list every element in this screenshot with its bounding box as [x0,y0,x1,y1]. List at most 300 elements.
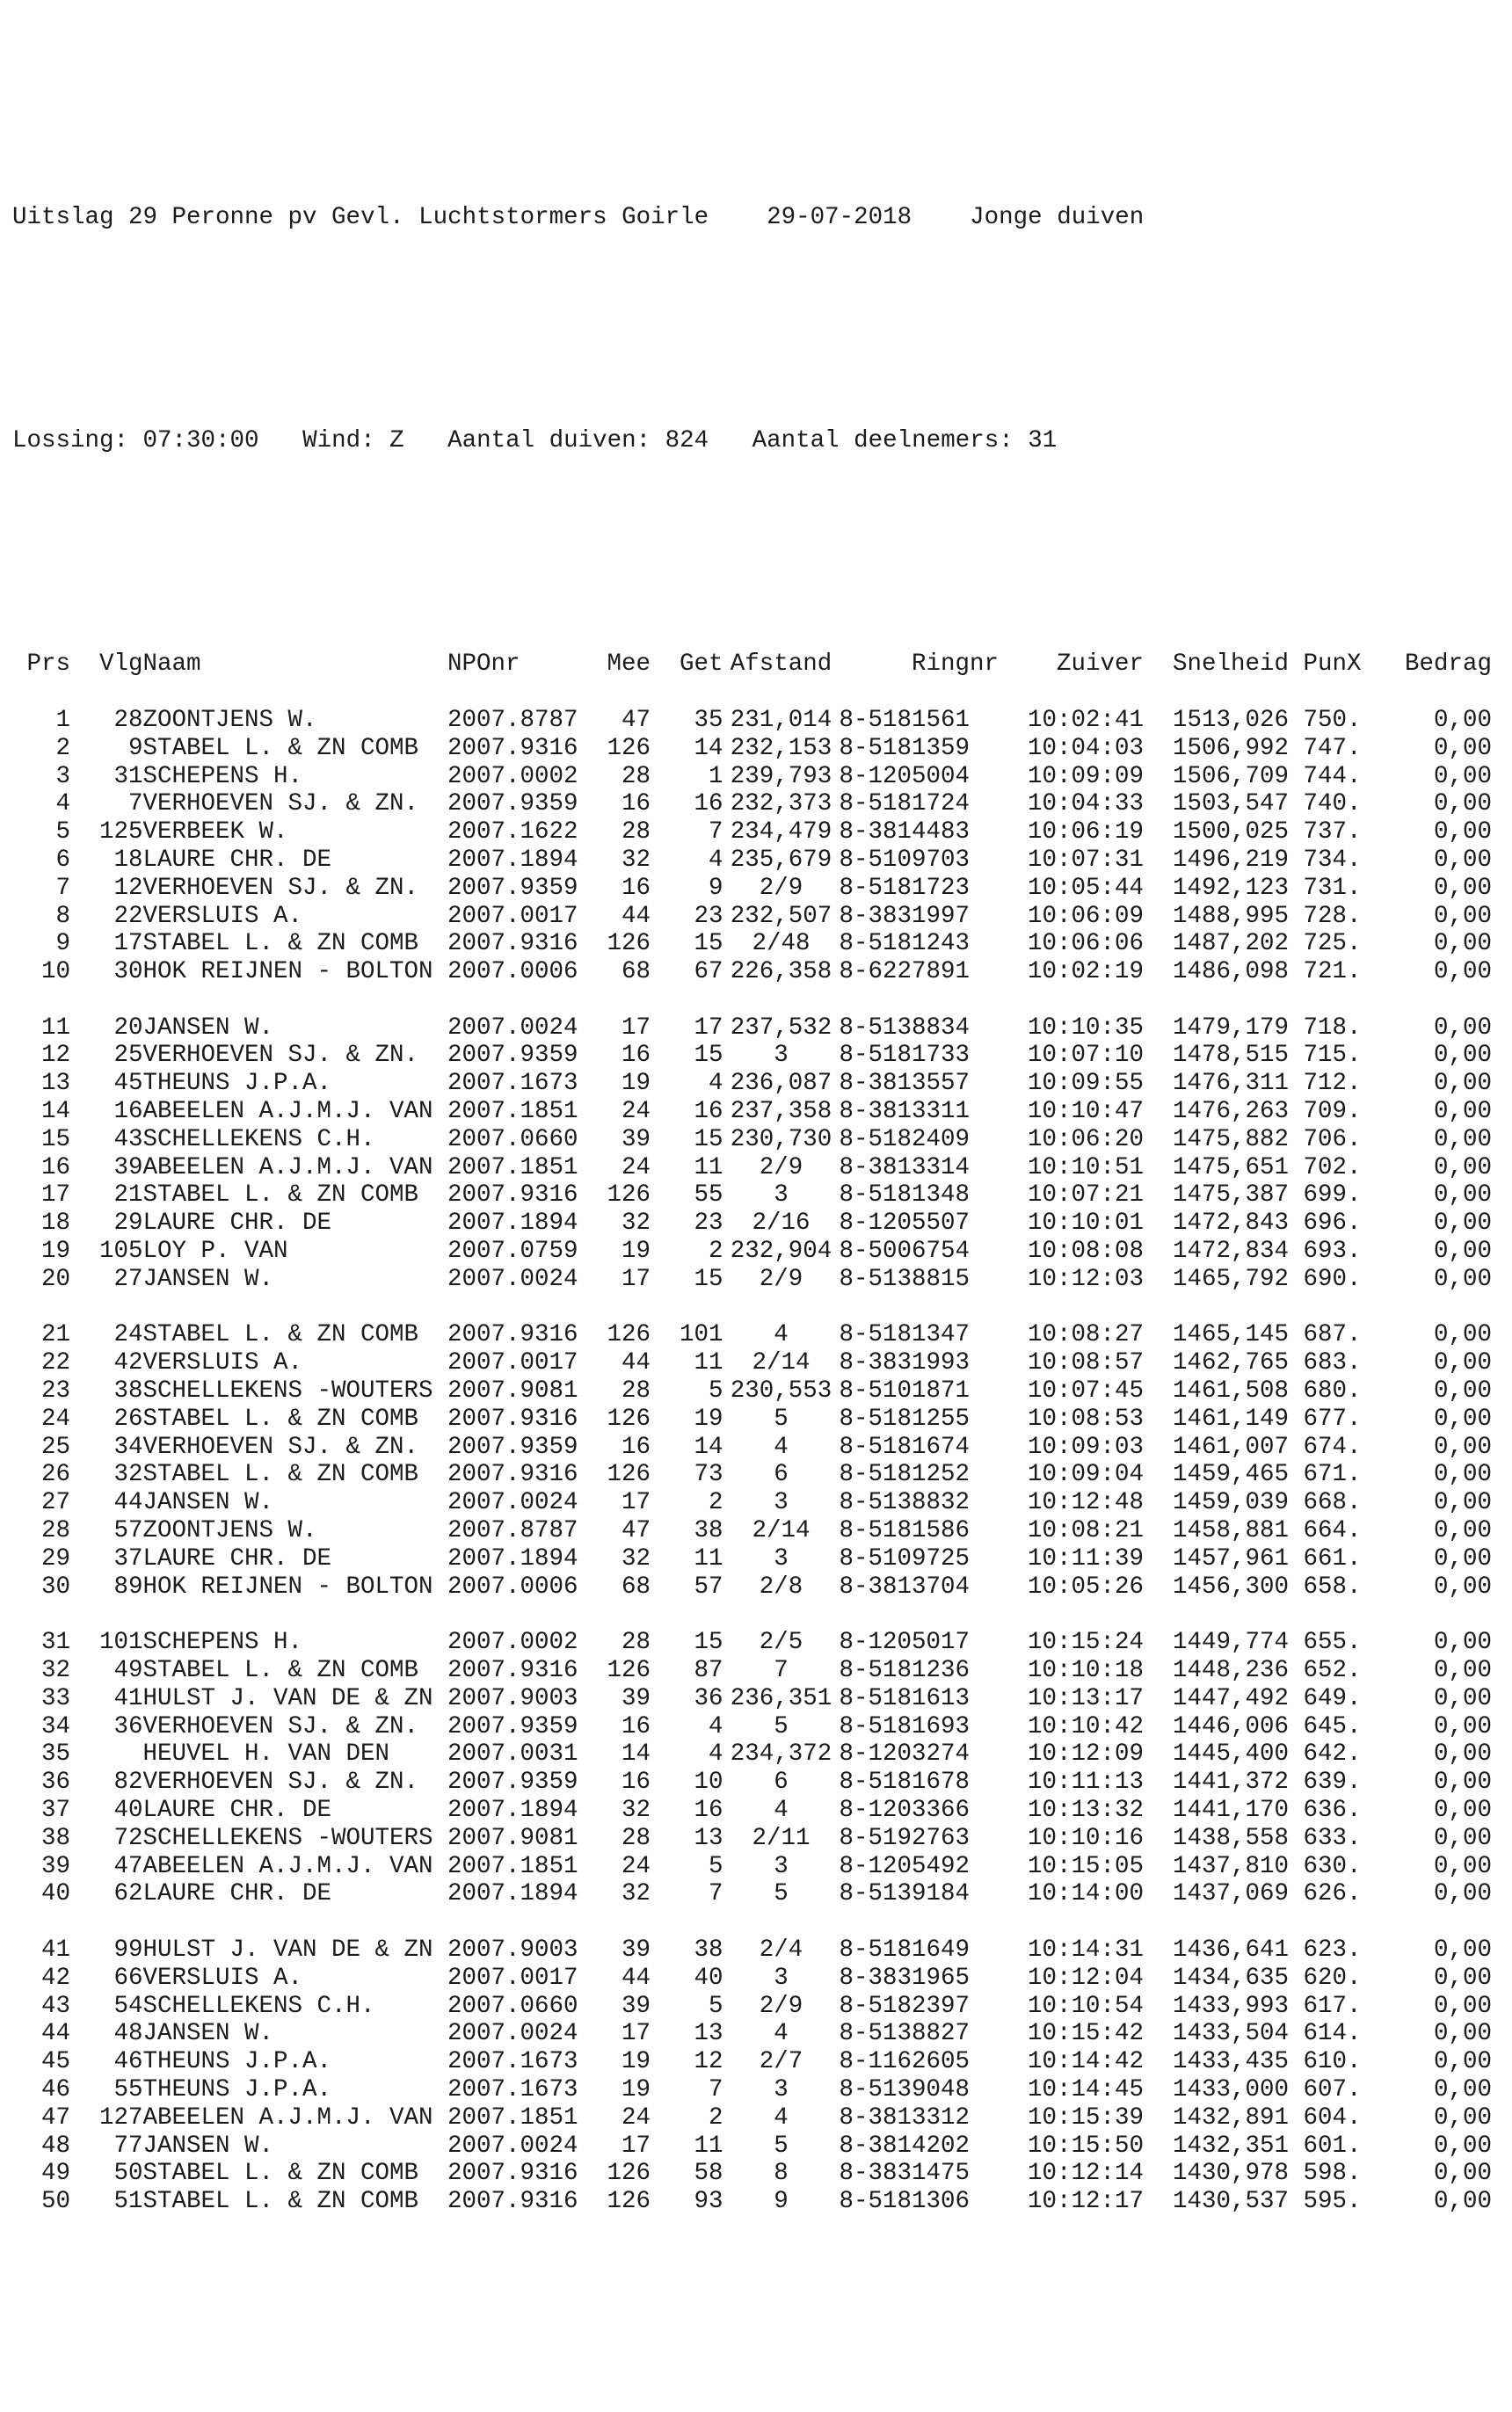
cell-pun: 601 [1303,2132,1347,2160]
cell-afstand: 2/9 [759,1153,803,1181]
cell-zuiver: 10:10:54 [1027,1992,1144,2020]
cell-get: 16 [694,1098,723,1126]
cell-get: 23 [694,902,723,930]
cell-snelheid: 1506,992 [1172,734,1289,762]
cell-afstand: 4 [774,1321,789,1349]
cell-afstand: 236,087 [730,1070,832,1098]
cell-ringnr: 8-5139184 [839,1880,970,1908]
aantal-deelnemers-label: Aantal deelnemers: [752,426,1014,454]
cell-pun: 626 [1303,1880,1347,1908]
blank-line [12,539,1512,567]
cell-nponr: 2007.1851 [447,2103,578,2132]
column-header-afstand: Afstand [730,650,832,679]
table-row [12,1685,1492,1713]
cell-afstand: 8 [774,2160,789,2188]
cell-mee: 39 [621,1992,651,2020]
cell-bedrag: 0,00 [1433,1657,1492,1685]
cell-get: 67 [694,958,723,986]
cell-vlg: 20 [113,1013,143,1042]
cell-ringnr: 8-5101871 [839,1377,970,1406]
cell-snelheid: 1475,882 [1172,1125,1289,1153]
cell-bedrag: 0,00 [1433,706,1492,734]
cell-x: . [1347,1769,1362,1797]
cell-x: . [1347,1042,1362,1070]
cell-x: . [1347,1489,1362,1517]
cell-bedrag: 0,00 [1433,762,1492,790]
cell-prs: 50 [40,2188,70,2216]
cell-vlg: 51 [113,2188,143,2216]
cell-nponr: 2007.1894 [447,1880,578,1908]
cell-zuiver: 10:15:50 [1027,2132,1144,2160]
cell-get: 93 [694,2188,723,2216]
cell-ringnr: 8-1205507 [839,1210,970,1238]
cell-zuiver: 10:12:17 [1027,2188,1144,2216]
cell-naam: LAURE CHR. DE [142,846,332,874]
cell-x: . [1347,2075,1362,2103]
cell-nponr: 2007.0031 [447,1740,578,1769]
cell-bedrag: 0,00 [1433,1125,1492,1153]
cell-naam: ABEELEN A.J.M.J. VAN [142,1852,433,1880]
cell-ringnr: 8-3813704 [839,1573,970,1601]
cell-afstand: 3 [774,1852,789,1880]
cell-get: 57 [694,1573,723,1601]
cell-prs: 22 [40,1349,70,1377]
aantal-duiven-value: 824 [665,426,709,454]
cell-nponr: 2007.1894 [447,1797,578,1824]
table-row [12,1936,1492,1965]
cell-snelheid: 1459,465 [1172,1461,1289,1489]
cell-mee: 32 [621,1544,651,1573]
cell-get: 15 [694,1125,723,1153]
cell-naam: HEUVEL H. VAN DEN [142,1740,390,1769]
cell-snelheid: 1486,098 [1172,958,1289,986]
cell-naam: VERSLUIS A. [142,1964,303,1992]
cell-pun: 740 [1303,790,1347,818]
cell-prs: 28 [40,1517,70,1545]
cell-x: . [1347,2103,1362,2132]
cell-get: 2 [708,2103,723,2132]
cell-prs: 26 [40,1461,70,1489]
table-row [12,1880,1492,1908]
cell-naam: LAURE CHR. DE [142,1797,332,1824]
table-row [12,1825,1492,1853]
cell-mee: 28 [621,818,651,846]
cell-snelheid: 1432,891 [1172,2103,1289,2132]
cell-prs: 15 [40,1125,70,1153]
cell-zuiver: 10:12:03 [1027,1265,1144,1293]
lossing-label: Lossing: [12,426,129,454]
cell-vlg: 48 [113,2020,143,2048]
cell-prs: 49 [40,2160,70,2188]
cell-naam: STABEL L. & ZN COMB [142,1321,419,1349]
cell-ringnr: 8-5181252 [839,1461,970,1489]
cell-pun: 620 [1303,1964,1347,1992]
cell-ringnr: 8-3814202 [839,2132,970,2160]
cell-x: . [1347,1684,1362,1712]
cell-afstand: 5 [774,1880,789,1908]
cell-naam: LAURE CHR. DE [142,1210,332,1238]
cell-pun: 731 [1303,874,1347,902]
table-row [12,763,1492,791]
cell-zuiver: 10:15:24 [1027,1629,1144,1657]
cell-prs: 18 [40,1210,70,1238]
cell-nponr: 2007.1894 [447,1210,578,1238]
cell-pun: 607 [1303,2075,1347,2103]
table-row [12,2132,1492,2161]
cell-x: . [1347,1153,1362,1181]
cell-ringnr: 8-5182397 [839,1992,970,2020]
cell-snelheid: 1461,508 [1172,1377,1289,1406]
cell-nponr: 2007.0759 [447,1238,578,1266]
cell-mee: 17 [621,2132,651,2160]
cell-ringnr: 8-5138815 [839,1265,970,1293]
cell-ringnr: 8-3831997 [839,902,970,930]
cell-bedrag: 0,00 [1433,1629,1492,1657]
cell-afstand: 3 [774,1544,789,1573]
column-header-snelheid: Snelheid [1172,650,1289,679]
table-row [12,1154,1492,1182]
cell-vlg: 47 [113,1852,143,1880]
cell-bedrag: 0,00 [1433,1489,1492,1517]
cell-nponr: 2007.1622 [447,818,578,846]
cell-mee: 28 [621,1824,651,1852]
cell-nponr: 2007.0002 [447,762,578,790]
cell-nponr: 2007.0024 [447,2132,578,2160]
cell-x: . [1347,1125,1362,1153]
cell-snelheid: 1430,537 [1172,2188,1289,2216]
table-row [12,903,1492,931]
cell-bedrag: 0,00 [1433,1684,1492,1712]
cell-x: . [1347,1740,1362,1769]
table-row [12,1461,1492,1489]
results-table-body [12,679,1492,2216]
cell-mee: 44 [621,902,651,930]
cell-snelheid: 1448,236 [1172,1657,1289,1685]
cell-ringnr: 8-5138832 [839,1489,970,1517]
cell-prs: 37 [40,1797,70,1824]
cell-afstand: 5 [774,1712,789,1740]
cell-mee: 16 [621,1042,651,1070]
cell-mee: 68 [621,1573,651,1601]
aantal-duiven-label: Aantal duiven: [447,426,651,454]
cell-snelheid: 1456,300 [1172,1573,1289,1601]
cell-prs: 5 [55,818,70,846]
cell-zuiver: 10:09:55 [1027,1070,1144,1098]
cell-nponr: 2007.0024 [447,1265,578,1293]
cell-ringnr: 8-5181678 [839,1769,970,1797]
cell-ringnr: 8-1203274 [839,1740,970,1769]
cell-snelheid: 1438,558 [1172,1824,1289,1852]
cell-afstand: 2/5 [759,1629,803,1657]
cell-mee: 17 [621,1489,651,1517]
cell-vlg: 125 [98,818,143,846]
cell-pun: 614 [1303,2020,1347,2048]
cell-x: . [1347,1265,1362,1293]
cell-bedrag: 0,00 [1433,1769,1492,1797]
table-row [12,1965,1492,1993]
cell-get: 40 [694,1964,723,1992]
cell-mee: 126 [607,1321,651,1349]
cell-zuiver: 10:13:32 [1027,1797,1144,1824]
cell-prs: 12 [40,1042,70,1070]
cell-vlg: 41 [113,1684,143,1712]
cell-pun: 715 [1303,1042,1347,1070]
cell-pun: 671 [1303,1461,1347,1489]
cell-mee: 24 [621,1153,651,1181]
cell-vlg: 66 [113,1964,143,1992]
table-row [12,1545,1492,1573]
cell-mee: 47 [621,1517,651,1545]
cell-afstand: 4 [774,1797,789,1824]
cell-nponr: 2007.9316 [447,1321,578,1349]
cell-naam: JANSEN W. [142,2132,274,2160]
cell-pun: 687 [1303,1321,1347,1349]
cell-nponr: 2007.1851 [447,1098,578,1126]
cell-naam: STABEL L. & ZN COMB [142,2188,419,2216]
cell-pun: 721 [1303,958,1347,986]
cell-naam: VERHOEVEN SJ. & ZN. [142,790,419,818]
cell-x: . [1347,1433,1362,1461]
blank-line [12,1908,1492,1936]
cell-pun: 633 [1303,1824,1347,1852]
cell-nponr: 2007.1894 [447,846,578,874]
cell-ringnr: 8-3813312 [839,2103,970,2132]
cell-get: 13 [694,2020,723,2048]
cell-x: . [1347,734,1362,762]
cell-prs: 4 [55,790,70,818]
cell-snelheid: 1433,993 [1172,1992,1289,2020]
cell-pun: 747 [1303,734,1347,762]
table-row [12,1769,1492,1797]
cell-prs: 35 [40,1740,70,1769]
cell-afstand: 2/48 [752,930,811,958]
cell-afstand: 230,553 [730,1377,832,1406]
cell-naam: VERBEEK W. [142,818,288,846]
cell-zuiver: 10:09:04 [1027,1461,1144,1489]
cell-naam: VERHOEVEN SJ. & ZN. [142,1712,419,1740]
cell-afstand: 7 [774,1657,789,1685]
cell-mee: 39 [621,1684,651,1712]
cell-zuiver: 10:09:09 [1027,762,1144,790]
cell-get: 12 [694,2048,723,2076]
cell-get: 11 [694,1349,723,1377]
cell-afstand: 4 [774,2020,789,2048]
cell-vlg: 26 [113,1405,143,1433]
cell-mee: 126 [607,1461,651,1489]
cell-nponr: 2007.9081 [447,1377,578,1406]
cell-afstand: 2/16 [752,1210,811,1238]
cell-vlg: 7 [127,790,143,818]
blank-line [12,986,1492,1014]
cell-x: . [1347,762,1362,790]
column-header-prs: Prs [26,650,70,679]
table-row [12,1713,1492,1741]
cell-get: 58 [694,2160,723,2188]
cell-x: . [1347,1181,1362,1210]
cell-afstand: 2/11 [752,1824,811,1852]
cell-get: 87 [694,1657,723,1685]
cell-snelheid: 1433,000 [1172,2075,1289,2103]
cell-nponr: 2007.0024 [447,1013,578,1042]
cell-pun: 709 [1303,1098,1347,1126]
cell-bedrag: 0,00 [1433,2160,1492,2188]
cell-ringnr: 8-5181693 [839,1712,970,1740]
table-row [12,1349,1492,1377]
cell-vlg: 50 [113,2160,143,2188]
cell-zuiver: 10:07:21 [1027,1181,1144,1210]
cell-nponr: 2007.0017 [447,902,578,930]
cell-mee: 44 [621,1964,651,1992]
cell-x: . [1347,1629,1362,1657]
cell-afstand: 5 [774,2132,789,2160]
cell-afstand: 235,679 [730,846,832,874]
cell-get: 36 [694,1684,723,1712]
cell-ringnr: 8-5181255 [839,1405,970,1433]
cell-snelheid: 1434,635 [1172,1964,1289,1992]
cell-prs: 21 [40,1321,70,1349]
cell-snelheid: 1496,219 [1172,846,1289,874]
cell-mee: 24 [621,1852,651,1880]
cell-mee: 32 [621,1880,651,1908]
cell-zuiver: 10:05:26 [1027,1573,1144,1601]
cell-afstand: 2/8 [759,1573,803,1601]
table-row [12,735,1492,763]
cell-zuiver: 10:11:13 [1027,1769,1144,1797]
cell-ringnr: 8-3813314 [839,1153,970,1181]
cell-naam: THEUNS J.P.A. [142,2075,332,2103]
wind-value: Z [389,426,404,454]
table-row [12,1657,1492,1685]
cell-x: . [1347,1098,1362,1126]
column-header-mee: Mee [607,650,651,679]
cell-zuiver: 10:08:21 [1027,1517,1144,1545]
cell-bedrag: 0,00 [1433,1181,1492,1210]
cell-vlg: 57 [113,1517,143,1545]
cell-snelheid: 1487,202 [1172,930,1289,958]
cell-x: . [1347,1070,1362,1098]
cell-nponr: 2007.9081 [447,1824,578,1852]
cell-mee: 16 [621,1769,651,1797]
table-row [12,1098,1492,1126]
cell-pun: 712 [1303,1070,1347,1098]
table-row [12,790,1492,818]
cell-mee: 14 [621,1740,651,1769]
cell-pun: 655 [1303,1629,1347,1657]
column-header-row [12,650,1492,679]
cell-mee: 16 [621,874,651,902]
cell-nponr: 2007.9359 [447,790,578,818]
cell-bedrag: 0,00 [1433,1070,1492,1098]
cell-naam: LAURE CHR. DE [142,1544,332,1573]
cell-get: 1 [708,762,723,790]
cell-x: . [1347,1461,1362,1489]
cell-pun: 702 [1303,1153,1347,1181]
cell-afstand: 3 [774,1042,789,1070]
cell-zuiver: 10:14:45 [1027,2075,1144,2103]
cell-nponr: 2007.9316 [447,1405,578,1433]
cell-nponr: 2007.8787 [447,706,578,734]
cell-pun: 604 [1303,2103,1347,2132]
cell-mee: 126 [607,1181,651,1210]
cell-zuiver: 10:13:17 [1027,1684,1144,1712]
cell-prs: 20 [40,1265,70,1293]
cell-pun: 680 [1303,1377,1347,1406]
cell-bedrag: 0,00 [1433,2020,1492,2048]
cell-x: . [1347,958,1362,986]
cell-pun: 661 [1303,1544,1347,1573]
cell-prs: 48 [40,2132,70,2160]
cell-bedrag: 0,00 [1433,1517,1492,1545]
table-row [12,1489,1492,1517]
cell-zuiver: 10:12:48 [1027,1489,1144,1517]
cell-pun: 636 [1303,1797,1347,1824]
cell-afstand: 2/9 [759,1992,803,2020]
cell-snelheid: 1447,492 [1172,1684,1289,1712]
cell-naam: VERSLUIS A. [142,902,303,930]
cell-bedrag: 0,00 [1433,1964,1492,1992]
results-document [12,120,1512,2271]
cell-prs: 47 [40,2103,70,2132]
cell-ringnr: 8-5181561 [839,706,970,734]
cell-pun: 706 [1303,1125,1347,1153]
cell-prs: 32 [40,1657,70,1685]
cell-ringnr: 8-5109725 [839,1544,970,1573]
cell-get: 23 [694,1210,723,1238]
table-row [12,1321,1492,1349]
cell-zuiver: 10:12:09 [1027,1740,1144,1769]
cell-vlg: 42 [113,1349,143,1377]
cell-vlg: 40 [113,1797,143,1824]
table-row [12,707,1492,735]
cell-nponr: 2007.9359 [447,1433,578,1461]
cell-prs: 8 [55,902,70,930]
cell-prs: 17 [40,1181,70,1210]
cell-afstand: 9 [774,2188,789,2216]
cell-mee: 32 [621,1797,651,1824]
cell-mee: 32 [621,846,651,874]
cell-nponr: 2007.9359 [447,1769,578,1797]
cell-get: 101 [679,1321,723,1349]
cell-zuiver: 10:06:09 [1027,902,1144,930]
cell-snelheid: 1476,311 [1172,1070,1289,1098]
cell-ringnr: 8-1205492 [839,1852,970,1880]
cell-mee: 68 [621,958,651,986]
cell-snelheid: 1446,006 [1172,1712,1289,1740]
cell-get: 5 [708,1992,723,2020]
cell-naam: STABEL L. & ZN COMB [142,1657,419,1685]
cell-naam: ABEELEN A.J.M.J. VAN [142,1098,433,1126]
cell-bedrag: 0,00 [1433,790,1492,818]
cell-zuiver: 10:06:20 [1027,1125,1144,1153]
cell-x: . [1347,706,1362,734]
cell-naam: ZOONTJENS W. [142,706,317,734]
cell-prs: 36 [40,1769,70,1797]
cell-pun: 737 [1303,818,1347,846]
cell-snelheid: 1478,515 [1172,1042,1289,1070]
cell-snelheid: 1503,547 [1172,790,1289,818]
cell-naam: HOK REIJNEN - BOLTON [142,1573,433,1601]
cell-mee: 32 [621,1210,651,1238]
cell-vlg: 34 [113,1433,143,1461]
cell-get: 19 [694,1405,723,1433]
cell-x: . [1347,874,1362,902]
cell-zuiver: 10:11:39 [1027,1544,1144,1573]
cell-nponr: 2007.0024 [447,2020,578,2048]
cell-zuiver: 10:04:33 [1027,790,1144,818]
cell-pun: 623 [1303,1936,1347,1964]
cell-ringnr: 8-5181236 [839,1657,970,1685]
cell-nponr: 2007.9003 [447,1684,578,1712]
